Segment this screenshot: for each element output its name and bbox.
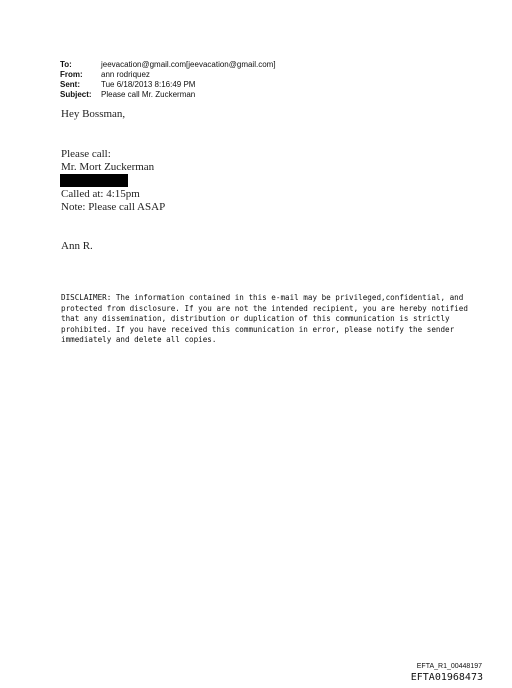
greeting: Hey Bossman, — [61, 108, 126, 120]
disclaimer-line: DISCLAIMER: The information contained in this e-mail may be privileged,confidential, and — [61, 293, 464, 302]
signature: Ann R. — [61, 240, 93, 252]
note-line: Note: Please call ASAP — [61, 201, 166, 213]
redaction-block — [60, 174, 128, 187]
header-from-row — [60, 70, 276, 80]
disclaimer-line: prohibited. If you have received this communication in error, please notify the sender — [61, 324, 455, 334]
caller-name: Mr. Mort Zuckerman — [61, 161, 155, 173]
disclaimer-line: protected from disclosure. If you are not the intended recipient, you are hereby notified — [61, 303, 468, 313]
disclaimer-line: immediately and delete all copies. — [61, 335, 217, 344]
from-value: ann rodriquez — [101, 70, 150, 79]
subject-label: Subject: — [60, 90, 92, 99]
from-label: From: — [60, 70, 83, 79]
called-at-line: Called at: 4:15pm — [61, 188, 140, 200]
bates-stamp-large: EFTA01968473 — [410, 672, 483, 683]
sent-value: Tue 6/18/2013 8:16:49 PM — [101, 80, 196, 89]
sent-label: Sent: — [60, 80, 80, 89]
to-value: jeevacation@gmail.com[jeevacation@gmail.com] — [101, 60, 276, 69]
bates-stamp-small: EFTA_R1_00448197 — [416, 663, 482, 670]
header-to-row — [60, 60, 276, 70]
disclaimer-block — [61, 293, 468, 346]
to-label: To: — [60, 60, 72, 69]
email-header — [60, 60, 276, 100]
please-call-line: Please call: — [61, 148, 111, 160]
header-subject-row — [60, 90, 276, 100]
header-sent-row — [60, 80, 276, 90]
subject-value: Please call Mr. Zuckerman — [101, 90, 196, 99]
disclaimer-line: that any dissemination, distribution or duplication of this communication is strictly — [61, 314, 450, 323]
